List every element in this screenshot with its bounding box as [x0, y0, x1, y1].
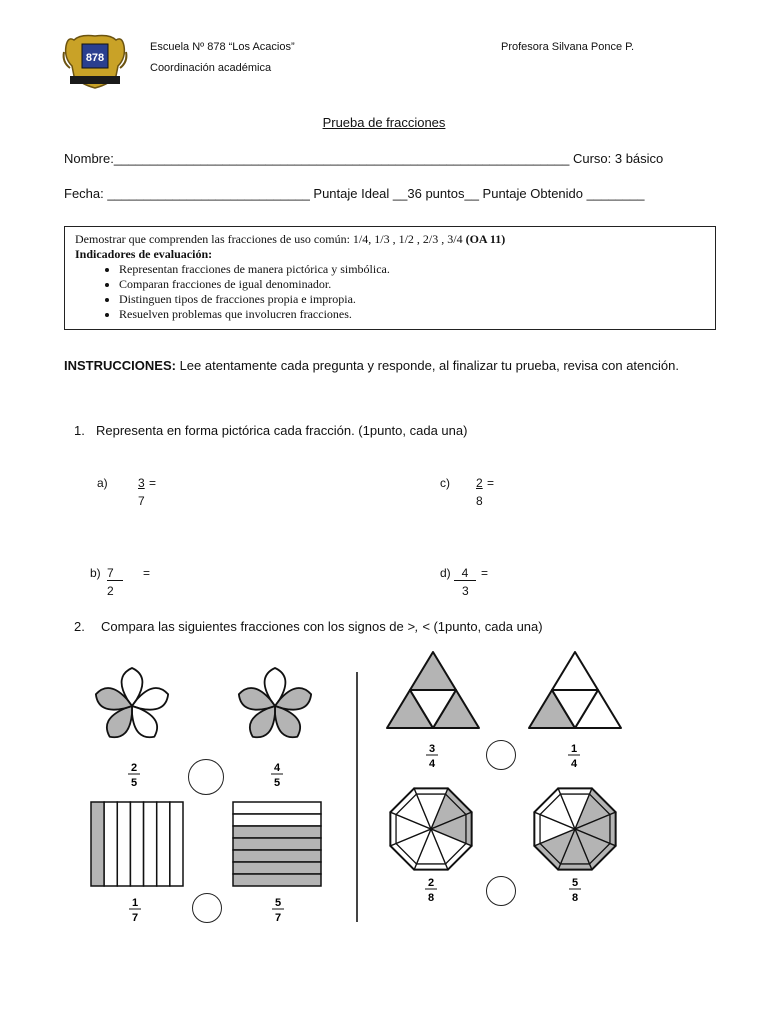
school-logo — [60, 32, 130, 90]
q2-text-b: (1punto, cada una) — [433, 619, 543, 634]
octagon-5-8-figure — [530, 784, 620, 874]
q1-item-c-numerator: 2 — [476, 476, 483, 490]
objective-code: (OA 11) — [465, 232, 506, 246]
tri-left-num: 3 — [428, 743, 436, 755]
instructions-label: INSTRUCCIONES: — [64, 358, 176, 373]
petal — [132, 706, 157, 737]
petal — [250, 706, 275, 737]
flower-left-den: 5 — [130, 777, 138, 789]
objective-line — [75, 232, 705, 247]
bar-strip — [91, 802, 104, 886]
answer-circle-flowers[interactable] — [188, 759, 224, 795]
objective-text: Demostrar que comprenden las fracciones de uso común: 1/4, 1/3 , 1/2 , 2/3 , 3/4 — [75, 232, 463, 246]
column-divider — [356, 672, 358, 922]
page-title: Prueba de fracciones — [322, 115, 446, 130]
answer-circle-bars[interactable] — [192, 893, 222, 923]
q1-item-a-numerator: 3 — [138, 476, 145, 490]
nombre-field[interactable]: Nombre:_______________________________________________________________ Curso: 3 básico — [64, 151, 664, 166]
q2-number: 2. — [74, 619, 85, 634]
bars-left-num: 1 — [131, 897, 139, 909]
bar-strip — [104, 802, 117, 886]
teacher-name: Profesora Silvana Ponce P. — [501, 41, 635, 53]
indicator-item: • Representan fracciones de manera pictórica y simbólica. — [119, 262, 705, 277]
q1-item-c-label: c) — [440, 476, 450, 490]
q1-item-b-denominator: 2 — [107, 584, 114, 598]
flower-left-num: 2 — [130, 762, 138, 774]
octagon-2-8-figure — [386, 784, 476, 874]
bars-right-den: 7 — [274, 912, 282, 924]
svg-text:878: 878 — [85, 52, 105, 64]
tri-right-num: 1 — [570, 743, 578, 755]
q1-item-a-label: a) — [97, 476, 108, 490]
flower-2-5-figure — [87, 664, 177, 744]
petal — [275, 706, 300, 737]
answer-circle-octagons[interactable] — [486, 876, 516, 906]
q1-text: Representa en forma pictórica cada fracción. (1punto, cada una) — [96, 423, 468, 438]
q1-item-b-numerator: 7 — [107, 566, 123, 581]
triangle-1-4-figure — [527, 650, 623, 730]
indicator-item: • Comparan fracciones de igual denominador. — [119, 277, 705, 292]
oct-left-den: 8 — [427, 892, 435, 904]
bars-left-den: 7 — [131, 912, 139, 924]
flower-right-den: 5 — [273, 777, 281, 789]
bar-strip — [144, 802, 157, 886]
q2-signs: >, < — [407, 619, 430, 634]
q1-item-d-label: d) — [440, 566, 451, 580]
instructions-text: Lee atentamente cada pregunta y responde, al finalizar tu prueba, revisa con atención. — [179, 358, 679, 373]
instructions — [64, 357, 717, 375]
q1-item-d-numerator: 4 — [454, 566, 476, 581]
bar-strip — [130, 802, 143, 886]
triangle-top — [552, 652, 598, 690]
q1-item-b-equals: = — [143, 566, 151, 580]
indicator-list — [75, 262, 705, 322]
q1-item-a-denominator: 7 — [138, 494, 145, 508]
q1-item-b-label: b) — [90, 566, 101, 580]
bar-strip — [170, 802, 183, 886]
bars-5-7-figure — [232, 801, 324, 887]
bar-strip — [117, 802, 130, 886]
fecha-field[interactable]: Fecha: ____________________________ Puntaje Ideal __36 puntos__ Puntaje Obtenido ________ — [64, 186, 645, 201]
bar-strip — [233, 874, 321, 886]
triangle-top — [410, 652, 456, 690]
bars-1-7-figure — [90, 801, 186, 887]
oct-left-num: 2 — [427, 877, 435, 889]
indicator-item: • Distinguen tipos de fracciones propia e impropia. — [119, 292, 705, 307]
q2-text — [101, 619, 543, 634]
bar-strip — [233, 838, 321, 850]
q1-item-d-equals: = — [481, 566, 489, 580]
bar-strip — [233, 850, 321, 862]
oct-right-den: 8 — [571, 892, 579, 904]
flower-4-5-figure — [230, 664, 320, 744]
indicators-title: Indicadores de evaluación: — [75, 247, 213, 261]
bar-strip — [233, 814, 321, 826]
tri-left-den: 4 — [428, 758, 436, 770]
q1-item-c-equals: = — [487, 476, 495, 490]
q1-item-d-denominator: 3 — [462, 584, 469, 598]
school-name: Escuela Nº 878 “Los Acacios” — [150, 41, 295, 53]
indicator-item: • Resuelven problemas que involucren fracciones. — [119, 307, 705, 322]
objective-box — [64, 226, 716, 330]
petal — [107, 706, 132, 737]
q1-item-c-denominator: 8 — [476, 494, 483, 508]
bars-right-num: 5 — [274, 897, 282, 909]
q2-text-a: Compara las siguientes fracciones con los signos de — [101, 619, 404, 634]
bar-strip — [233, 826, 321, 838]
bar-strip — [233, 862, 321, 874]
department: Coordinación académica — [150, 62, 272, 74]
oct-right-num: 5 — [571, 877, 579, 889]
flower-right-num: 4 — [273, 762, 281, 774]
tri-right-den: 4 — [570, 758, 578, 770]
bar-strip — [233, 802, 321, 814]
bar-strip — [157, 802, 170, 886]
q1-item-a-equals: = — [149, 476, 157, 490]
q1-number: 1. — [74, 423, 85, 438]
triangle-3-4-figure — [385, 650, 481, 730]
answer-circle-triangles[interactable] — [486, 740, 516, 770]
